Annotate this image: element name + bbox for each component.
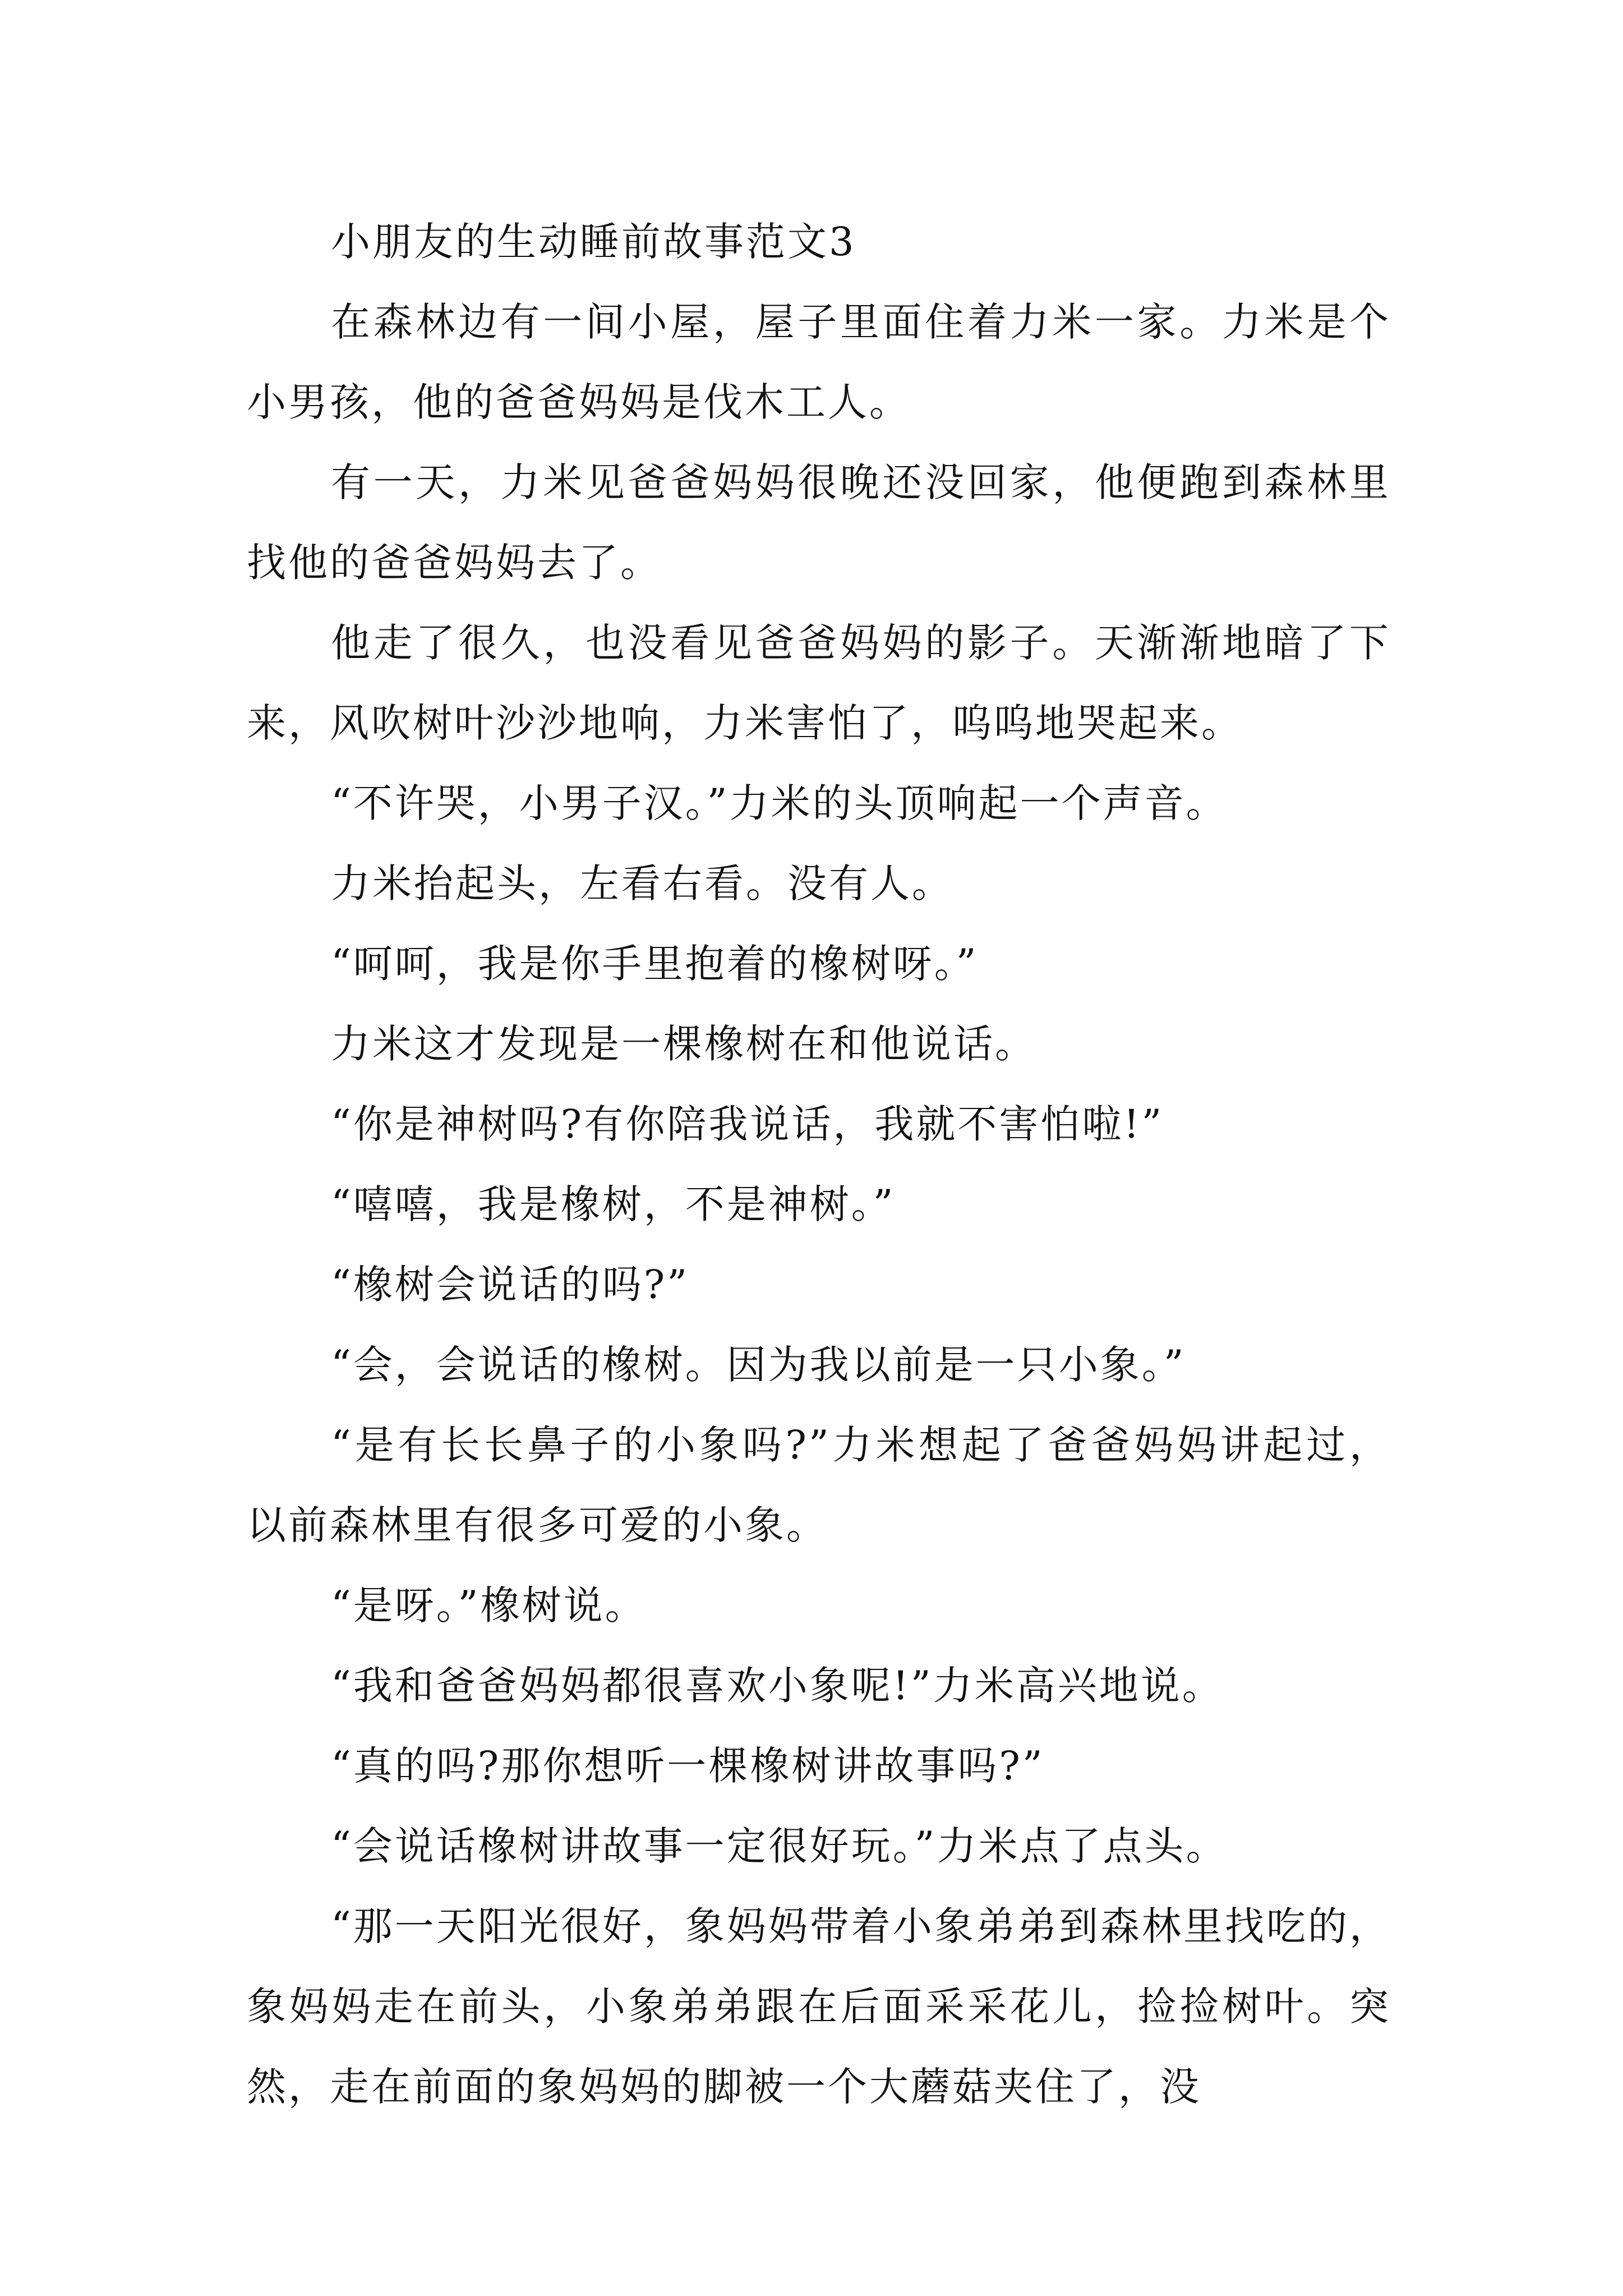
paragraph-4: “不许哭，小男子汉。”力米的头顶响起一个声音。 <box>331 780 1228 826</box>
paragraph-9: “嘻嘻，我是橡树，不是神树。” <box>331 1181 896 1227</box>
paragraph-3: 他走了很久，也没看见爸爸妈妈的影子。天渐渐地暗了下来，风吹树叶沙沙地响，力米害怕了，呜呜地哭起来。 <box>247 620 1391 746</box>
paragraph-7: 力米这才发现是一棵橡树在和他说话。 <box>331 1021 1036 1067</box>
document-body <box>247 202 1391 2127</box>
paragraph-5: 力米抬起头，左看右看。没有人。 <box>331 861 953 907</box>
paragraph-8: “你是神树吗?有你陪我说话，我就不害怕啦!” <box>331 1101 1164 1147</box>
paragraph-14: “我和爸爸妈妈都很喜欢小象呢!”力米高兴地说。 <box>331 1663 1224 1709</box>
paragraph-11: “会，会说话的橡树。因为我以前是一只小象。” <box>331 1342 1186 1388</box>
paragraph-13: “是呀。”橡树说。 <box>331 1582 647 1628</box>
paragraph-17: “那一天阳光很好，象妈妈带着小象弟弟到森林里找吃的，象妈妈走在前头，小象弟弟跟在后面采采花儿，捡捡树叶。突然，走在前面的象妈妈的脚被一个大蘑菇夹住了，没 <box>247 1903 1391 2110</box>
paragraph-6: “呵呵，我是你手里抱着的橡树呀。” <box>331 941 979 987</box>
paragraph-1: 在森林边有一间小屋，屋子里面住着力米一家。力米是个小男孩，他的爸爸妈妈是伐木工人。 <box>247 299 1391 425</box>
paragraph-10: “橡树会说话的吗?” <box>331 1262 690 1308</box>
document-title: 小朋友的生动睡前故事范文3 <box>331 219 856 265</box>
paragraph-12: “是有长长鼻子的小象吗?”力米想起了爸爸妈妈讲起过，以前森林里有很多可爱的小象。 <box>247 1422 1391 1548</box>
paragraph-15: “真的吗?那你想听一棵橡树讲故事吗?” <box>331 1743 1045 1789</box>
paragraph-16: “会说话橡树讲故事一定很好玩。”力米点了点头。 <box>331 1823 1228 1869</box>
paragraph-2: 有一天，力米见爸爸妈妈很晚还没回家，他便跑到森林里找他的爸爸妈妈去了。 <box>247 459 1391 586</box>
